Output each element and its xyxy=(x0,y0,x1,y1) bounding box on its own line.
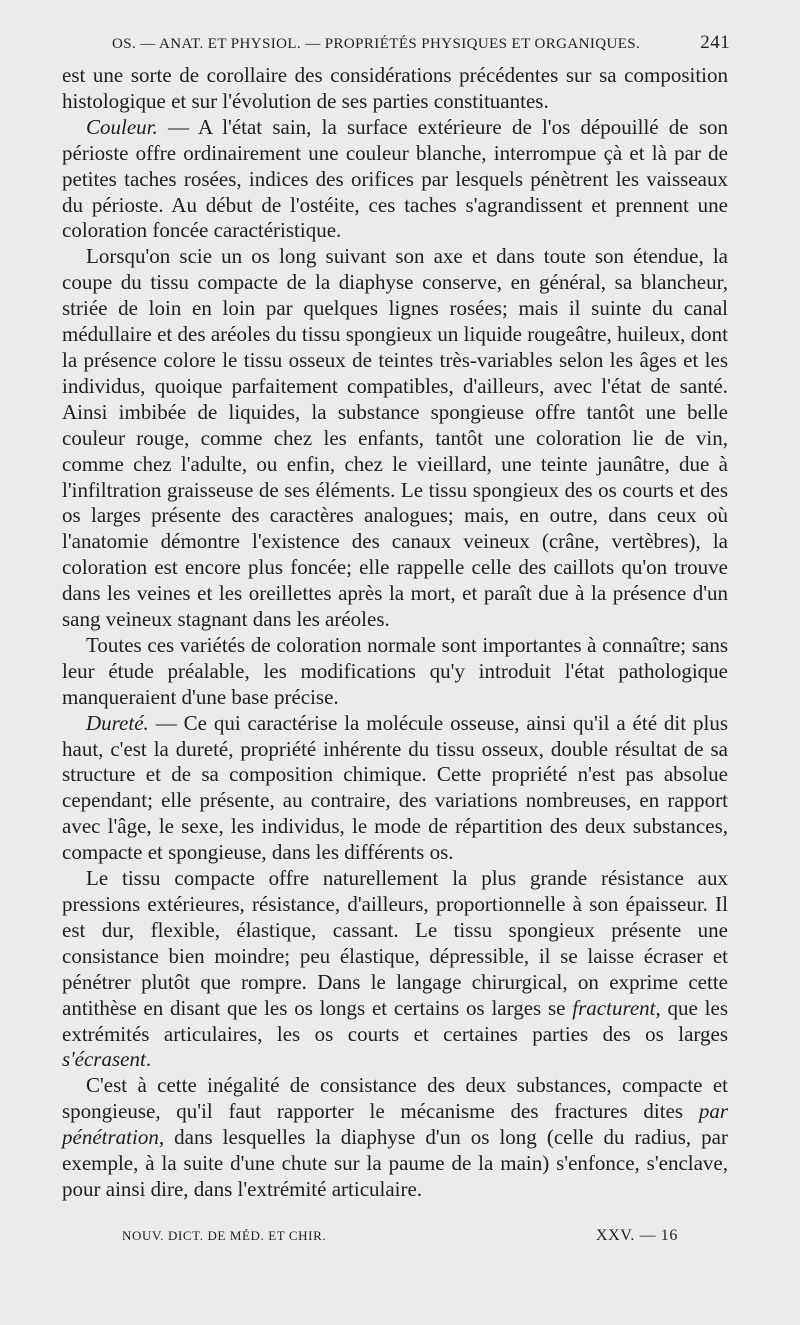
italic-term: par pénétration xyxy=(62,1099,728,1150)
paragraph-couleur xyxy=(62,115,728,245)
section-heading-couleur: Couleur. xyxy=(86,114,158,139)
paragraph-penetration xyxy=(62,1073,728,1203)
paragraph-varietes xyxy=(62,633,728,711)
signature-mark: XXV. — 16 xyxy=(595,1227,678,1244)
paragraph-text: Lorsqu'on scie un os long suivant son axe et dans toute son étendue, la coupe du tissu compacte de la diaphyse conserve, en général, sa blancheur, striée de loin en loin par quelques lignes rosées; mais il suinte du canal médullaire et des aréoles du tissu spongieux un liquide rougeâtre, huileux, dont la présence colore le tissu osseux de teintes très-variables selon les âges et les individus, quoique parfaitement compatibles, d'ailleurs, avec l'état de santé. Ainsi imbibée de liquides, la substance spongieuse offre tantôt une belle couleur rouge, comme chez les enfants, tantôt une coloration lie de vin, comme chez l'adulte, ou enfin, chez le vieillard, une teinte jaunâtre, due à l'infiltration graisseuse de ses éléments. Le tissu spongieux des os courts et des os larges présente des caractères analogues; mais, en outre, dans ceux où l'anatomie démontre l'existence des canaux veineux (crâne, vertèbres), la coloration est encore plus foncée; elle rappelle celle des caillots qu'on trouve dans les veines et les oreillettes après la mort, et paraît due à la présence d'un sang veineux stagnant dans les aréoles. xyxy=(62,244,728,632)
italic-term: fracturent xyxy=(572,995,656,1020)
page-body xyxy=(62,63,728,1203)
paragraph-text: — Ce qui caractérise la molécule osseuse, ainsi qu'il a été dit plus haut, c'est la dureté, propriété inhérente du tissu osseux, double résultat de sa structure et de sa composition chimique. Cette propriété n'est pas absolue cependant; elle présente, au contraire, des variations nombreuses, en rapport avec l'âge, le sexe, les individus, le mode de répartition des deux substances, compacte et spongieuse, dans les différents os. xyxy=(62,710,728,865)
paragraph-text: — A l'état sain, la surface extérieure de l'os dépouillé de son périoste offre ordinairement une couleur blanche, interrompue çà et là par de petites taches rosées, indices des orifices par lesquels pénètrent les vaisseaux du périoste. Au début de l'ostéite, ces taches s'agrandissent et prennent une coloration foncée caractéristique. xyxy=(62,114,728,243)
paragraph-text: Le tissu compacte offre naturellement la plus grande résistance aux pressions extérieures, résistance, d'ailleurs, proportionnelle à son épaisseur. Il est dur, flexible, élastique, cassant. Le tissu spongieux présente une consistance bien moindre; peu élastique, dépressible, il se laisse écraser et pénétrer plutôt que rompre. Dans le langage chirurgical, on exprime cette antithèse en disant que les os longs et certains os larges se xyxy=(62,866,728,1020)
paragraph-text: Toutes ces variétés de coloration normale sont importantes à connaître; sans leur étude préalable, les modifications qu'y introduit l'état pathologique manqueraient d'une base précise. xyxy=(62,632,728,709)
italic-term: s'écrasent xyxy=(62,1047,146,1072)
paragraph-tissu-compacte xyxy=(62,866,728,1073)
paragraph-text: , que les extrémités articulaires, les os courts et certaines parties des os larges xyxy=(62,995,728,1046)
paragraph-intro xyxy=(62,63,728,115)
paragraph-text: , dans lesquelles la diaphyse d'un os long (celle du radius, par exemple, à la suite d'une chute sur la paume de la main) s'enfonce, s'enclave, pour ainsi dire, dans l'extrémité articulaire. xyxy=(62,1125,728,1201)
paragraph-text: est une sorte de corollaire des considérations précédentes sur sa composition histologique et sur l'évolution de ses parties constituantes. xyxy=(62,63,728,113)
running-head: OS. — ANAT. ET PHYSIOL. — PROPRIÉTÉS PHYSIQUES ET ORGANIQUES. xyxy=(112,36,641,52)
paragraph-coupe xyxy=(62,244,728,633)
paragraph-text: C'est à cette inégalité de consistance des deux substances, compacte et spongieuse, qu'il faut rapporter le mécanisme des fractures dites xyxy=(62,1073,728,1124)
page-number: 241 xyxy=(700,32,730,53)
paragraph-durete xyxy=(62,711,728,866)
page-footer xyxy=(122,1227,678,1245)
running-header xyxy=(112,32,730,54)
section-heading-durete: Dureté. xyxy=(86,710,149,735)
paragraph-text: . xyxy=(145,1047,152,1072)
book-title: NOUV. DICT. DE MÉD. ET CHIR. xyxy=(122,1228,327,1243)
